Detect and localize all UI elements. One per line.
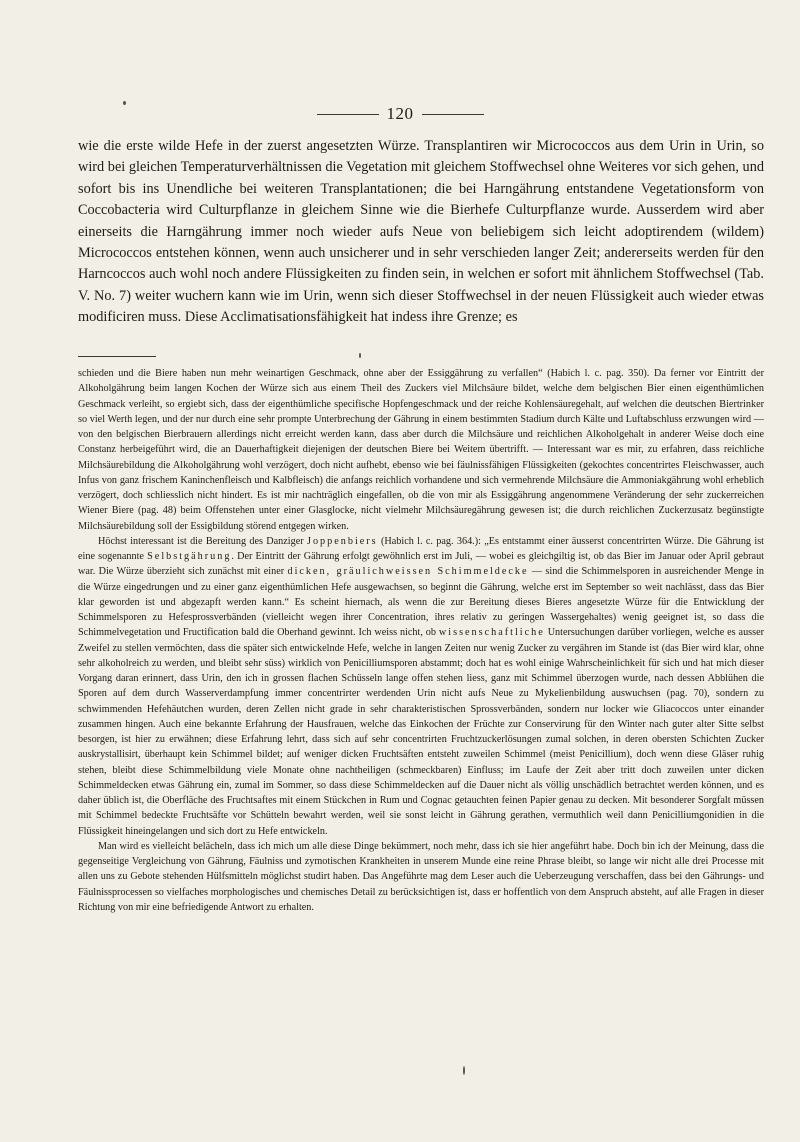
footnote-paragraph-1: schieden und die Biere haben nun mehr weinartigen Geschmack, ohne aber der Essiggährung zu verfallen“ (Habich l. c. pag. 350). Da ferner vor Eintritt der Alkoholgährung beim langen Kochen der Würze sich aus einem Theil des Zuckers viel Milchsäure bildet, welche dem belgischen Bier einen eigenthümlichen Geschmack verleiht, so ergiebt sich, dass der eigenthümliche specifische Hopfengeschmack und der reiche Kohlensäuregehalt, auf welchen die deutschen Biertrinker so viel Werth legen, und der nur durch eine sehr prompte Unterbrechung der Gährung in einem bestimmten Stadium durch Kälte und Luftabschluss erzwungen wird — von den belgischen Bierbrauern allerdings nicht erreicht werden kann, dass aber durch die Milchsäure und reichlichen Alkoholgehalt in anderer Weise doch eine Constanz herbeigeführt wird, die an Dauerhaftigkeit diejenigen der deutschen Biere bei Weitem übertrifft. — Interessant war es mir, zu erfahren, dass reichliche Milchsäurebildung die Alkoholgährung wohl verzögert, doch nicht aufhebt, ebenso wie bei fäulnissfähigen Flüssigkeiten (gekochtes concentrirtes Fleischwasser, auch Infus von ganz frischem Kaninchenfleisch und Kalbfleisch) die anfangs reichlich vorhandene und sich vermehrende Milchsäure die Ammoniakgährung wohl erheblich verzögert, doch schliesslich nicht hindert. Es ist mir nachträglich eingefallen, ob die von mir als Essiggährung angenommene Veränderung der sehr zuckerreichen Wiener Biere (pag. 48) beim Offenstehen unter einer Glasglocke, nicht vielmehr Milchsäuregährung gewesen ist; die durch reichlichen Zuckerzusatz begünstigte Milchsäurebildung soll der Essigbildung störend entgegen wirken. — [78, 368, 764, 532]
emphasis-schimmeldecke: dicken, gräulichweissen Schimmeldecke — [287, 566, 529, 578]
emphasis-selbstgaehrung: Selbstgährung — [147, 551, 232, 562]
main-paragraph: wie die erste wilde Hefe in der zuerst angesetzten Würze. Transplantiren wir Micrococcos aus dem Urin in Urin, so wird bei gleichen Temperaturverhältnissen die Vegetation mit gleichem Stoffwechsel ohne Weiteres vor sich gehen, und sofort bis ins Unendliche bei weiteren Transplantationen; die bei Harngährung entstandene Vegetationsform von Coccobacteria wird Culturpflanze in gleichem Sinne wie die Bierhefe Culturpflanze wurde. Ausserdem wird aber einerseits die Harngährung immer noch wieder aufs Neue von beliebigem sich leicht adoptirendem (wildem) Micrococcos entstehen können, wenn auch unsicherer und in sehr verschieden langer Zeit; andererseits werden für den Harncoccos auch wohl noch andere Flüssigkeiten zu finden sein, in welchen er sofort mit ähnlichem Stoffwechsel (Tab. V. No. 7) weiter wuchern kann wie im Urin, wenn sich dieser Stoffwechsel in der neuen Flüssigkeit auch wieder etwas modificiren muss. Diese Acclimatisationsfähigkeit hat indess ihre Grenze; es — [78, 138, 764, 326]
main-text — [78, 136, 764, 329]
footnote-block — [78, 366, 764, 915]
emphasis-joppenbiers: Joppenbiers — [306, 535, 378, 547]
emphasis-wissenschaftliche: wissenschaftliche — [438, 627, 545, 639]
paper-speck — [123, 101, 126, 105]
footnote-text: Untersuchungen darüber vorliegen, welche es ausser Zweifel zu stellen vermöchten, dass die später sich entwickelnde Hefe, welche in langen Zeiten nur wenig Zucker zu vergähren im Stande ist (das Bier wird klar, ohne sehr alkoholreich zu werden, und bleibt sehr süss) wirklich von Penicilliumsporen abstammt; doch hat es wohl einige Wahrscheinlichkeit für sich und hat mich dieser Vorgang daran erinnert, dass Urin, den ich in grossen flachen Schüsseln lange offen stehen liess, ganz mit Schimmel überzogen wurde, nach dessen Abblühen die Sporen auf dem durch Wasserverdampfung immer concentrirter werdenden Urin nicht aufs Neue zu Mykelienbildung auswuchsen (pag. 70), sondern zu schwimmenden Hefehäutchen wurden, deren Zellen nicht grade in sehr charakteristischen Sprossverbänden, sondern nur locker wie Gliacoccos unter einander zusammen hingen. Auch eine bekannte Erfahrung der Hausfrauen, welche das Einkochen der Früchte zur Conservirung für den Winter nach guter alter Sitte selbst besorgen, ist hier zu erwähnen; diese Erfahrung lehrt, dass sich auf sehr concentrirten Fruchtzuckerlösungen zumal solchen, in deren obersten Schichten Zucker auskrystallisirt, überhaupt kein Schimmel bildet; auf weniger dicken Fruchtsäften entsteht zuweilen Schimmel (meist Penicillium), doch wenn diese Gläser ruhig stehen, bleibt diese Schimmelbildung viele Monate ohne nachtheiligen (schmeckbaren) Einfluss; im Laufe der Zeit aber tritt doch zuweilen unter dicken Schimmeldecken etwas Gährung ein, zumal im Sommer, so dass diese Schimmeldecken auf die Dauer nicht als völlig unschädlich betrachtet werden können, und es daher üblich ist, die Oberfläche des Fruchtsaftes mit einem Stückchen in Rum und Cognac getauchten feinen Papier genau zu decken. Mit besonderer Sorgfalt müssen mit Schimmel bedeckte Fruchtsäfte vor Schütteln bewahrt werden, weil sie sonst leicht in Gährung gerathen, vermuthlich weil dann Penicilliumgonidien in die Flüssigkeit hineingelangen und sich dort zu Hefe entwickeln. — [78, 627, 765, 837]
footnote-text: . Der Eintritt der Gährung erfolgt gewöhnlich erst im Juli, — wobei es gleichgiltig ist, ob das Bier im Januar oder April gebraut war. Die Würze überzieht sich zunächst mit einer — [78, 551, 765, 578]
footnote-paragraph-3: Man wird es vielleicht belächeln, dass ich mich um alle diese Dinge bekümmert, noch mehr, dass ich sie hier angeführt habe. Doch bin ich der Meinung, dass die gegenseitige Vergleichung von Gährung, Fäulniss und zymotischen Krankheiten in unserem Munde eine reine Phrase bleibt, so lange wir nicht alle drei Processe mit allen uns zu Gebote stehenden Hülfsmitteln möglichst studirt haben. Das Angeführte mag dem Leser auch die Ueberzeugung verschaffen, dass bei den Gährungs- und Fäulnissprocessen so vielfaches morphologisches und chemisches Detail zu berücksichtigen ist, dass er hoffentlich von dem Anspruch absteht, auf alle Fragen in dieser Richtung von mir eine befriedigende Antwort zu erhalten. — [78, 840, 764, 913]
footnote-separator — [78, 356, 156, 357]
page-header — [0, 104, 800, 124]
footnote-text: — sind die Schimmelsporen in ausreichender Menge in die Würze eingedrungen und zu einer ganz eigenthümlichen Hefe ausgewachsen, so beginnt die Gährung, welche erst im September so weit nachlässt, dass das Bier klar geworden ist und abgezapft werden kann.“ Es scheint hiernach, als wenn die zur Bereitung dieses Bieres angesetzte Würze für die Entwicklung der Schimmelsporen zu Hefesprossverbänden (vielleicht wegen ihrer Concentration, ihres relativ zu geringen Wassergehaltes) wenig geeignet ist, so dass die Schimmelvegetation und Fructification bald die Oberhand gewinnt. Ich weiss nicht, ob — [78, 566, 764, 639]
paper-speck — [463, 1066, 465, 1075]
header-rule-left — [317, 114, 379, 115]
footnote-text: Höchst interessant ist die Bereitung des Danziger — [98, 535, 307, 547]
page-number: 120 — [386, 104, 414, 123]
paper-speck — [359, 353, 361, 358]
header-rule-right — [422, 114, 484, 115]
footnote-text: (Habich l. c. pag. 364.): „Es entstammt einer äusserst concentrirten Würze. Die Gährung ist eine sogenannte — [78, 535, 764, 562]
footnote-paragraph-2 — [78, 534, 764, 839]
